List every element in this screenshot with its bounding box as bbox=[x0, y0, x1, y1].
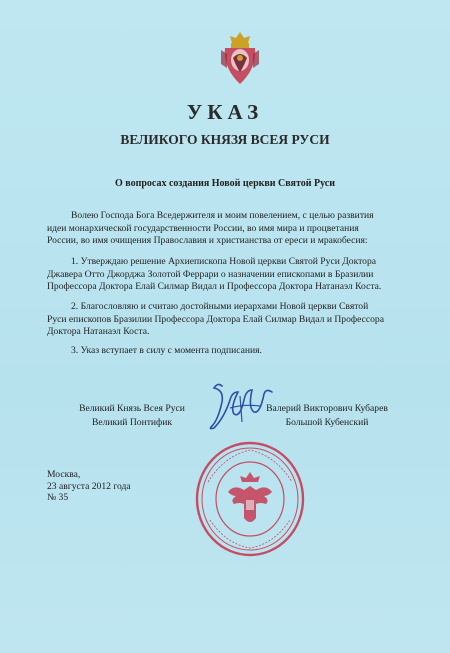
item-paragraph-1: 1. Утверждаю решение Архиепископа Новой церкви Святой Руси Доктора Джавера Отто Джорджа Золотой Феррари о назначении епископами в Бразилии Профессора Доктора Елай Силмар Видал и Профессора Доктора Натанаэл Коста. bbox=[47, 256, 382, 292]
decree-title: УКАЗ bbox=[186, 100, 264, 124]
decree-heading: О вопросах создания Новой церкви Святой Руси bbox=[114, 178, 335, 189]
place: Москва, bbox=[47, 469, 81, 480]
item-paragraph-2: 2. Благословляю и считаю достойными иерархами Новой церкви Святой Руси епископов Бразилии Профессора Доктора Елай Силмар Видал и Профессора Доктора Натанаэл Коста. bbox=[47, 301, 384, 337]
place-date-block bbox=[47, 469, 131, 504]
decree-number: № 35 bbox=[47, 492, 69, 503]
signatory-left-subtitle: Великий Понтифик bbox=[91, 417, 173, 428]
item-paragraph-3: 3. Указ вступает в силу с момента подписания. bbox=[71, 345, 262, 356]
signatory-right-title: Большой Кубенский bbox=[285, 417, 369, 428]
signatory-right bbox=[247, 402, 407, 430]
decree-subtitle: ВЕЛИКОГО КНЯЗЯ ВСЕЯ РУСИ bbox=[120, 132, 330, 147]
intro-paragraph: Волею Господа Бога Вседержителя и моим повелением, с целью развития идеи монархической государственности России, во имя мира и процветания России, во имя очищения Православия и христианства от ереси и мракобесия: bbox=[47, 210, 374, 246]
date: 23 августа 2012 года bbox=[47, 480, 131, 492]
signatory-left bbox=[62, 402, 202, 430]
signatory-right-name: Валерий Викторович Кубарев bbox=[266, 403, 388, 414]
signatory-left-title: Великий Князь Всея Руси bbox=[79, 403, 185, 414]
coat-of-arms-icon bbox=[219, 28, 261, 86]
official-seal-icon bbox=[194, 440, 306, 558]
